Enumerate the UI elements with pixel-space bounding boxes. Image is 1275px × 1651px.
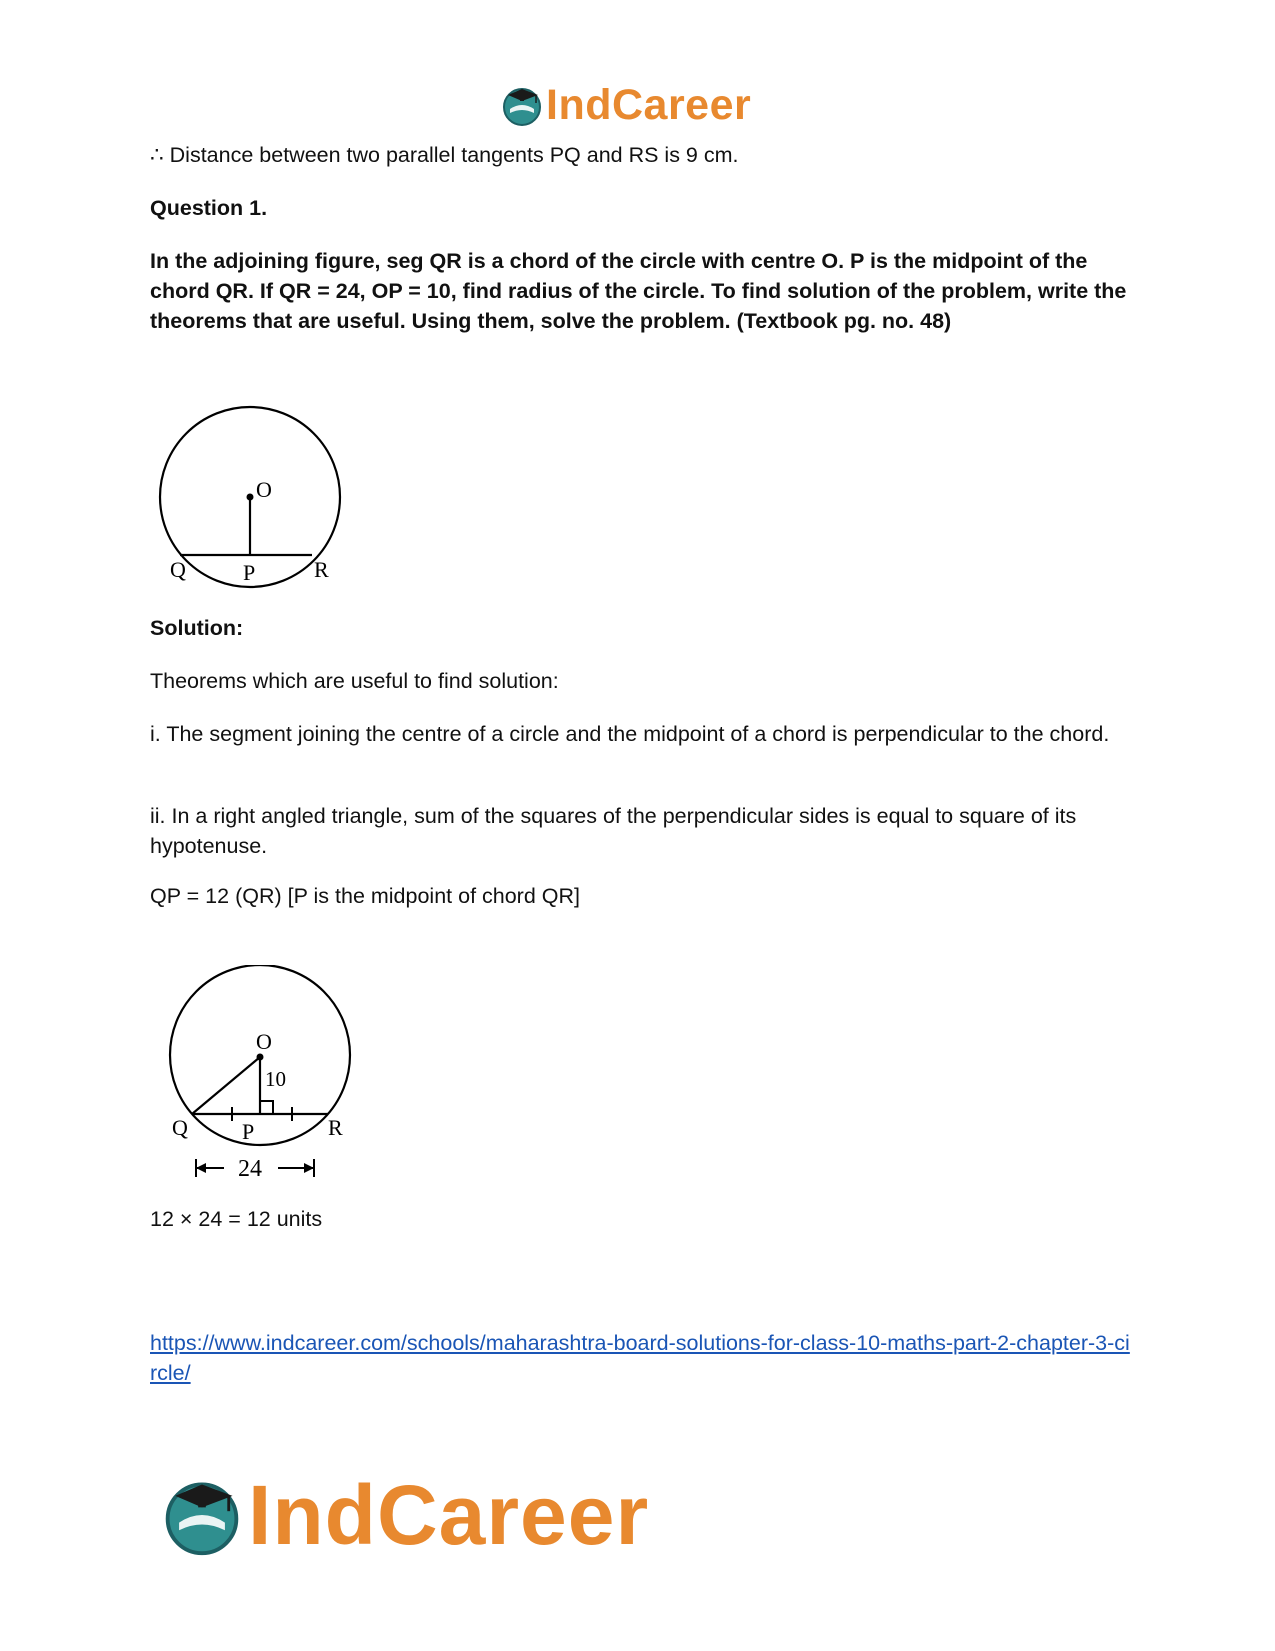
label-r: R [328,1115,343,1140]
header-logo [500,80,751,130]
qp-line: QP = 12 (QR) [P is the midpoint of chord QR] [150,884,580,908]
label-q: Q [172,1115,188,1140]
question-label: Question 1. [150,196,268,220]
right-triangle-diagram [150,965,370,1215]
label-o: O [256,1029,272,1054]
source-link-wrapper [150,1328,1135,1388]
label-q: Q [170,557,186,582]
label-qr-length: 24 [238,1156,262,1182]
brand-name: IndCareer [248,1468,650,1562]
theorems-intro: Theorems which are useful to find solution: [150,669,559,693]
circle-chord-diagram [150,405,360,605]
theorem-1: i. The segment joining the centre of a circle and the midpoint of a chord is perpendicular to the chord. [150,722,1110,746]
label-r: R [314,557,329,582]
solution-label: Solution: [150,616,244,640]
brand-name: IndCareer [546,80,752,129]
theorem-2: ii. In a right angled triangle, sum of the squares of the perpendicular sides is equal to square of its hypotenuse. [150,804,1077,858]
question-text: In the adjoining figure, seg QR is a chord of the circle with centre O. P is the midpoint of the chord QR. If QR = 24, OP = 10, find radius of the circle. To find solution of the problem, write the theorems that are useful. Using them, solve the problem. (Textbook pg. no. 48) [150,249,1127,333]
label-p: P [242,1119,255,1144]
figure-right-triangle [150,965,370,1220]
graduation-globe-icon [160,1473,244,1557]
figure-circle-chord [150,405,360,610]
label-op-length: 10 [265,1067,286,1091]
conclusion-line: ∴ Distance between two parallel tangents PQ and RS is 9 cm. [150,143,739,167]
label-o: O [256,477,272,502]
source-link[interactable]: https://www.indcareer.com/schools/maharashtra-board-solutions-for-class-10-maths-part-2-chapter-3-circle/ [150,1331,1130,1385]
footer-logo [160,1470,649,1560]
label-p: P [243,560,256,585]
graduation-globe-icon [500,83,544,127]
final-line: 12 × 24 = 12 units [150,1207,323,1231]
